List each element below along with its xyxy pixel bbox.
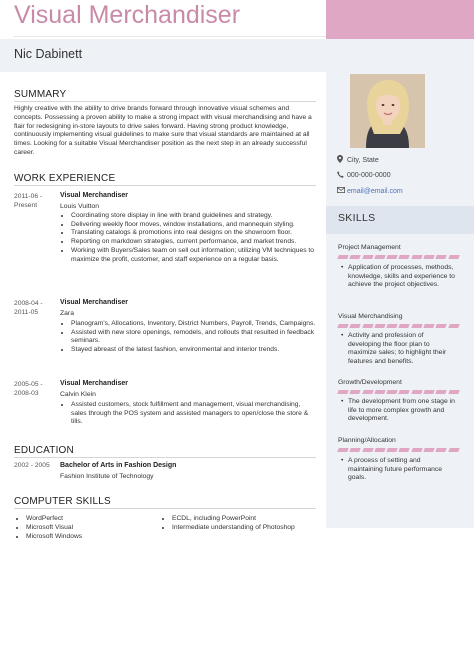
skill-level-segment [374,448,386,452]
skill-level-segment [436,255,448,259]
skills-heading: SKILLS [338,212,376,224]
skill-level-segment [337,390,349,394]
experience-heading: WORK EXPERIENCE [14,173,116,184]
computer-skill: • Microsoft Windows [26,532,156,541]
skill-level-segment [350,324,362,328]
job-company: Zara [60,310,74,317]
skill-level-segment [399,255,411,259]
email-link[interactable]: email@email.com [347,187,403,195]
job-bullet: • Reporting on markdown strategies, current performance, and market trends. [71,238,316,247]
skill-level-segment [411,324,423,328]
skill-level-segment [448,390,460,394]
computer-skill: • Intermediate understanding of Photoshop [172,523,322,532]
job-bullet: • Translating catalogs & promotions into real designs on the showroom floor. [71,229,316,238]
education-date: 2002 - 2005 [14,462,50,469]
skill-level-segment [337,324,349,328]
skill-level-segment [350,255,362,259]
contact-email[interactable] [337,187,403,195]
skill-description-text: • A process of setting and maintaining future performance goals. [348,457,456,483]
skill-level-segment [436,448,448,452]
job-bullet: • Coordinating store display in line with brand guidelines and strategy. [71,212,316,221]
skill-level-segment [411,390,423,394]
skill-description [341,457,456,483]
candidate-name: Nic Dabinett [14,47,83,61]
job-title: Visual Merchandiser [60,380,128,387]
education-heading: EDUCATION [14,445,74,456]
skill-level-segment [399,324,411,328]
skill-level-bar [338,390,459,394]
skill-level-segment [399,448,411,452]
computer-skill: • WordPerfect [26,514,156,523]
job-bullets [60,401,316,427]
skill-level-bar [338,255,459,259]
skill-level-segment [448,324,460,328]
skill-level-segment [448,448,460,452]
summary-text: Highly creative with the ability to drive brands forward through innovative visual schemes and concepts. Possessing a proven ability to make a strong impact with visual merchandising and have a flair for redesigning in-store layouts to drive sales forward. Having strong product knowledge, continuously implementing visual guidelines to make sure that visual standards are maintained at all times. Looking for a suitable Visual Merchandiser position as the next step in an already successful career. [14,105,312,156]
skill-name: Planning/Allocation [338,437,396,444]
job-bullet: • Planogram's, Allocations, Inventory, District Numbers, Payroll, Trends, Campaigns. [71,320,316,329]
page-title: Visual Merchandiser [14,1,241,29]
skill-level-segment [411,448,423,452]
skill-level-segment [436,324,448,328]
skill-level-segment [386,324,398,328]
job-title: Visual Merchandiser [60,299,128,306]
skill-level-segment [423,324,435,328]
job-bullets [60,320,316,355]
experience-divider [14,185,316,186]
skill-description-text: • Activity and profession of developing the floor plan to maximize sales; to highlight their features and benefits. [348,332,456,367]
skill-name: Project Management [338,244,401,251]
skill-description-text: • Application of processes, methods, knowledge, skills and experience to achieve the project objectives. [348,264,456,290]
skill-name: Visual Merchandising [338,313,403,320]
envelope-icon [337,187,347,195]
skill-level-segment [386,390,398,394]
skill-level-segment [362,390,374,394]
job-title: Visual Merchandiser [60,192,128,199]
education-school: Fashion Institute of Technology [60,473,154,480]
computer-skill: • ECDL, including PowerPoint [172,514,322,523]
summary-divider [14,101,316,102]
computer-skills-heading: COMPUTER SKILLS [14,496,111,507]
job-bullet: • Stayed abreast of the latest fashion, environmental and interior trends. [71,346,316,355]
skill-level-segment [374,324,386,328]
title-divider [14,36,326,37]
job-bullet: • Working with Buyers/Sales team on sell out information; utilizing VM techniques to maximize the profit, customer, and staff experience on a regular basis. [71,247,316,264]
job-bullets [60,212,316,264]
job-start-date: 2011-06 - [14,193,43,200]
skill-level-bar [338,448,459,452]
job-end-date: 2011-05 [14,309,39,316]
skill-level-segment [411,255,423,259]
skill-description [341,332,456,367]
job-end-date: 2008-03 [14,390,39,397]
job-bullet: • Assisted with new store openings, remodels, and rollouts that resulted in feedback seminars. [71,329,316,346]
skill-level-segment [350,448,362,452]
job-company: Calvin Klein [60,391,96,398]
profile-photo [350,74,425,148]
skill-name: Growth/Development [338,379,402,386]
phone-text: 000-000-0000 [347,172,391,179]
computer-skills-right [162,514,322,532]
education-degree: Bachelor of Arts in Fashion Design [60,462,177,469]
skill-level-segment [423,255,435,259]
skill-level-segment [423,448,435,452]
skill-level-segment [448,255,460,259]
contact-location [337,155,379,165]
job-bullet: • Assisted customers, stock fulfillment and management, visual merchandising, sales through the POS system and assisted managers to open/close the store & tills. [71,401,316,427]
skill-level-bar [338,324,459,328]
skill-level-segment [436,390,448,394]
job-bullet: • Delivering weekly floor moves, window installations, and mannequin styling. [71,221,316,230]
skill-level-segment [337,448,349,452]
location-text: City, State [347,156,379,164]
computer-skills-left [16,514,156,542]
summary-heading: SUMMARY [14,89,67,100]
skill-level-segment [399,390,411,394]
skill-description-text: • The development from one stage in life to more complex growth and development. [348,398,456,424]
contact-phone [337,171,391,180]
computer-skills-divider [14,508,316,509]
skill-level-segment [350,390,362,394]
skill-level-segment [337,255,349,259]
skill-level-segment [386,255,398,259]
computer-skill: • Microsoft Visual [26,523,156,532]
skill-level-segment [423,390,435,394]
skill-level-segment [374,255,386,259]
job-start-date: 2008-04 - [14,300,43,307]
skill-description [341,264,456,290]
skill-description [341,398,456,424]
location-pin-icon [337,155,347,165]
skill-level-segment [374,390,386,394]
skill-level-segment [362,255,374,259]
education-divider [14,457,316,458]
skill-level-segment [386,448,398,452]
job-company: Louis Vuitton [60,203,100,210]
job-end-date: Present [14,202,38,209]
title-accent-band [326,0,474,39]
skill-level-segment [362,324,374,328]
job-start-date: 2005-05 - [14,381,43,388]
skill-level-segment [362,448,374,452]
phone-icon [337,171,347,180]
